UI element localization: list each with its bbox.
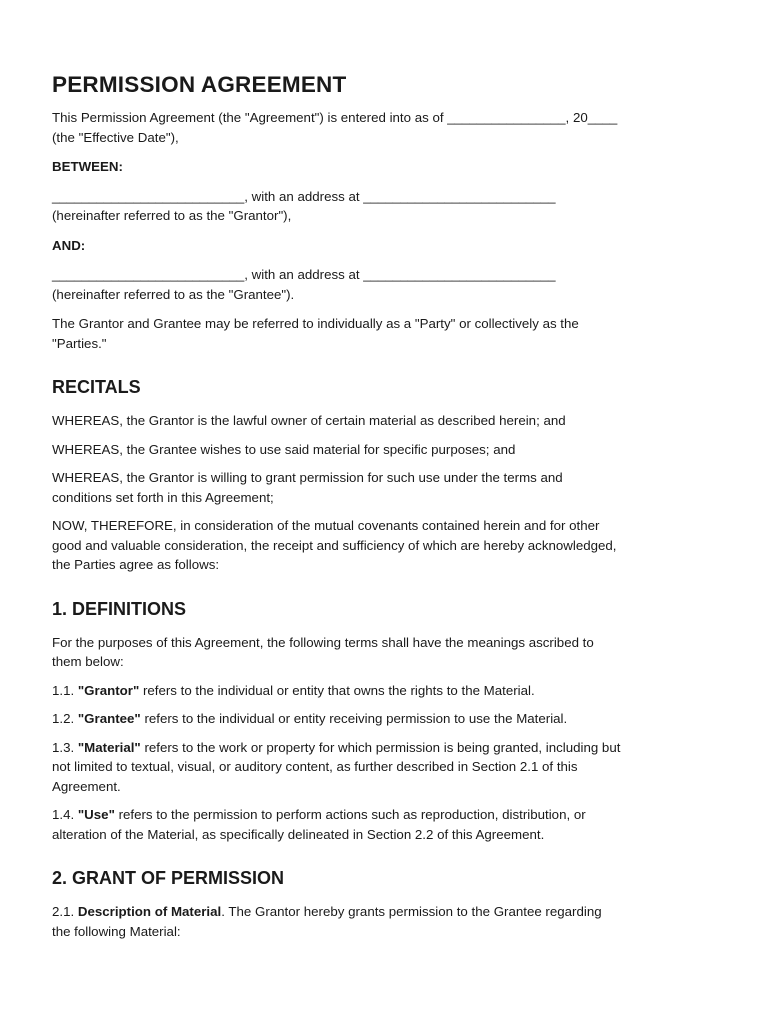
grant-heading: 2. GRANT OF PERMISSION	[52, 868, 285, 888]
grantee-line-2: (hereinafter referred to as the "Grantee").	[52, 286, 295, 302]
definitions-intro-line-2: them below:	[52, 654, 124, 669]
whereas-3-line-1: WHEREAS, the Grantor is willing to grant permission for such use under the terms and	[52, 470, 563, 485]
definition-text: refers to the work or property for which permission is being granted, including but	[140, 739, 621, 755]
grantor-line-2: (hereinafter referred to as the "Grantor"),	[52, 208, 292, 223]
intro-line-2: (the "Effective Date"),	[52, 129, 179, 145]
definition-text: Agreement.	[52, 778, 121, 794]
definition-number: 1.1.	[52, 682, 78, 698]
definition-text: refers to the individual or entity receiving permission to use the Material.	[140, 711, 568, 726]
now-therefore-line-1: NOW, THEREFORE, in consideration of the mutual covenants contained herein and for other	[52, 518, 600, 533]
definition-item	[52, 805, 718, 844]
grantor-block	[52, 187, 718, 226]
intro-line-1: This Permission Agreement (the "Agreement") is entered into as of ________________, 20____	[52, 110, 618, 125]
document-title: PERMISSION AGREEMENT	[52, 72, 347, 97]
definition-text: refers to the permission to perform actions such as reproduction, distribution, or	[114, 807, 586, 822]
definition-item	[52, 709, 718, 729]
definition-text: not limited to textual, visual, or auditory content, as further described in Section 2.1 of this	[52, 759, 578, 774]
parties-note-line-1: The Grantor and Grantee may be referred to individually as a "Party" or collectively as the	[52, 316, 579, 331]
definitions-heading: 1. DEFINITIONS	[52, 598, 187, 619]
grant-item-term: Description of Material	[77, 904, 222, 919]
between-label: BETWEEN:	[52, 159, 123, 174]
whereas-2: WHEREAS, the Grantee wishes to use said material for specific purposes; and	[52, 441, 516, 457]
grantee-line-1: __________________________, with an address at __________________________	[52, 267, 556, 282]
definition-term: "Use"	[77, 807, 115, 822]
whereas-3	[52, 468, 718, 507]
definition-number: 1.2.	[52, 711, 78, 726]
definition-term: "Grantor"	[77, 682, 140, 698]
definition-item	[52, 738, 718, 797]
whereas-1: WHEREAS, the Grantor is the lawful owner of certain material as described herein; and	[52, 413, 566, 428]
parties-note	[52, 314, 718, 353]
now-therefore	[52, 516, 718, 575]
grantor-line-1: __________________________, with an address at __________________________	[52, 188, 556, 204]
recitals-heading: RECITALS	[52, 377, 141, 397]
definitions-intro	[52, 633, 718, 672]
definition-text: refers to the individual or entity that owns the rights to the Material.	[139, 682, 535, 698]
intro-paragraph	[52, 108, 718, 147]
definition-text: alteration of the Material, as specifically delineated in Section 2.2 of this Agreement.	[52, 826, 545, 842]
and-label: AND:	[52, 237, 86, 253]
whereas-3-line-2: conditions set forth in this Agreement;	[52, 489, 274, 505]
grantee-block	[52, 265, 718, 304]
definition-term: "Grantee"	[77, 711, 141, 726]
definition-number: 1.4.	[52, 807, 78, 822]
now-therefore-line-3: the Parties agree as follows:	[52, 557, 220, 572]
definitions-intro-line-1: For the purposes of this Agreement, the following terms shall have the meanings ascribed to	[52, 634, 594, 650]
now-therefore-line-2: good and valuable consideration, the receipt and sufficiency of which are hereby acknowledged,	[52, 537, 617, 553]
grant-item-text: . The Grantor hereby grants permission to the Grantee regarding	[221, 904, 602, 919]
definition-term: "Material"	[77, 739, 141, 755]
grant-item-text: the following Material:	[52, 923, 181, 939]
parties-note-line-2: "Parties."	[52, 335, 107, 351]
definition-item	[52, 681, 718, 701]
grant-item	[52, 902, 718, 941]
definition-number: 1.3.	[52, 739, 78, 755]
grant-item-number: 2.1.	[52, 904, 78, 919]
